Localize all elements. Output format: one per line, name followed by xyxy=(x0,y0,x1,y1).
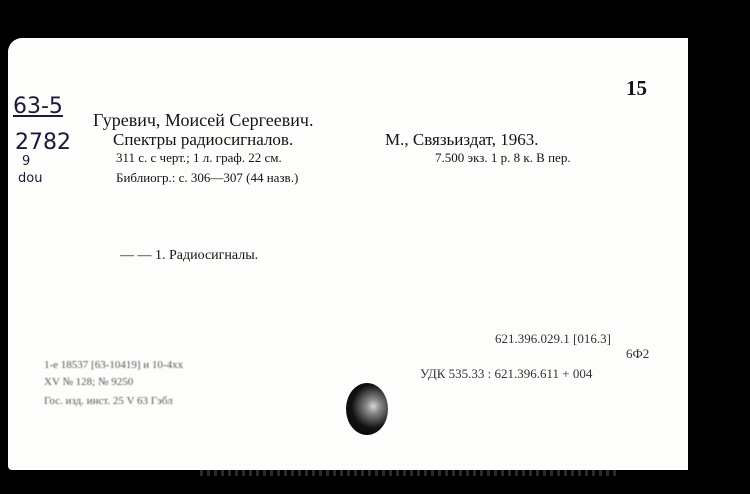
handwritten-code-top: 63-5 xyxy=(13,94,63,119)
card-number: 15 xyxy=(626,76,647,100)
handwritten-signature: dou xyxy=(18,171,43,186)
footer-line-1: 1-е 18537 [63-10419] и 10-4хх xyxy=(44,359,184,371)
classification-code-secondary: 6Ф2 xyxy=(626,346,650,361)
bibliography-note: Библиогр.: с. 306—307 (44 назв.) xyxy=(116,170,299,185)
classification-code: 621.396.029.1 [016.3] xyxy=(495,331,611,346)
print-run-price: 7.500 экз. 1 р. 8 к. В пер. xyxy=(435,150,571,165)
physical-description: 311 с. с черт.; 1 л. граф. 22 см. xyxy=(116,150,282,165)
book-title: Спектры радиосигналов. xyxy=(113,130,294,149)
footer-line-3: Гос. изд. инст. 25 V 63 Гэбл xyxy=(44,395,173,407)
catalog-card xyxy=(8,38,688,470)
author-name: Гуревич, Моисей Сергеевич. xyxy=(93,110,314,130)
scan-artifact xyxy=(200,470,620,476)
handwritten-mark: 9 xyxy=(22,154,31,169)
publication-info: М., Связьиздат, 1963. xyxy=(385,130,539,149)
footer-line-2: XV № 128; № 9250 xyxy=(44,376,134,388)
handwritten-code-bottom: 2782 xyxy=(15,130,71,155)
punch-hole xyxy=(346,383,388,435)
subject-heading: — — 1. Радиосигналы. xyxy=(120,248,259,263)
udc-code: УДК 535.33 : 621.396.611 + 004 xyxy=(420,366,593,381)
